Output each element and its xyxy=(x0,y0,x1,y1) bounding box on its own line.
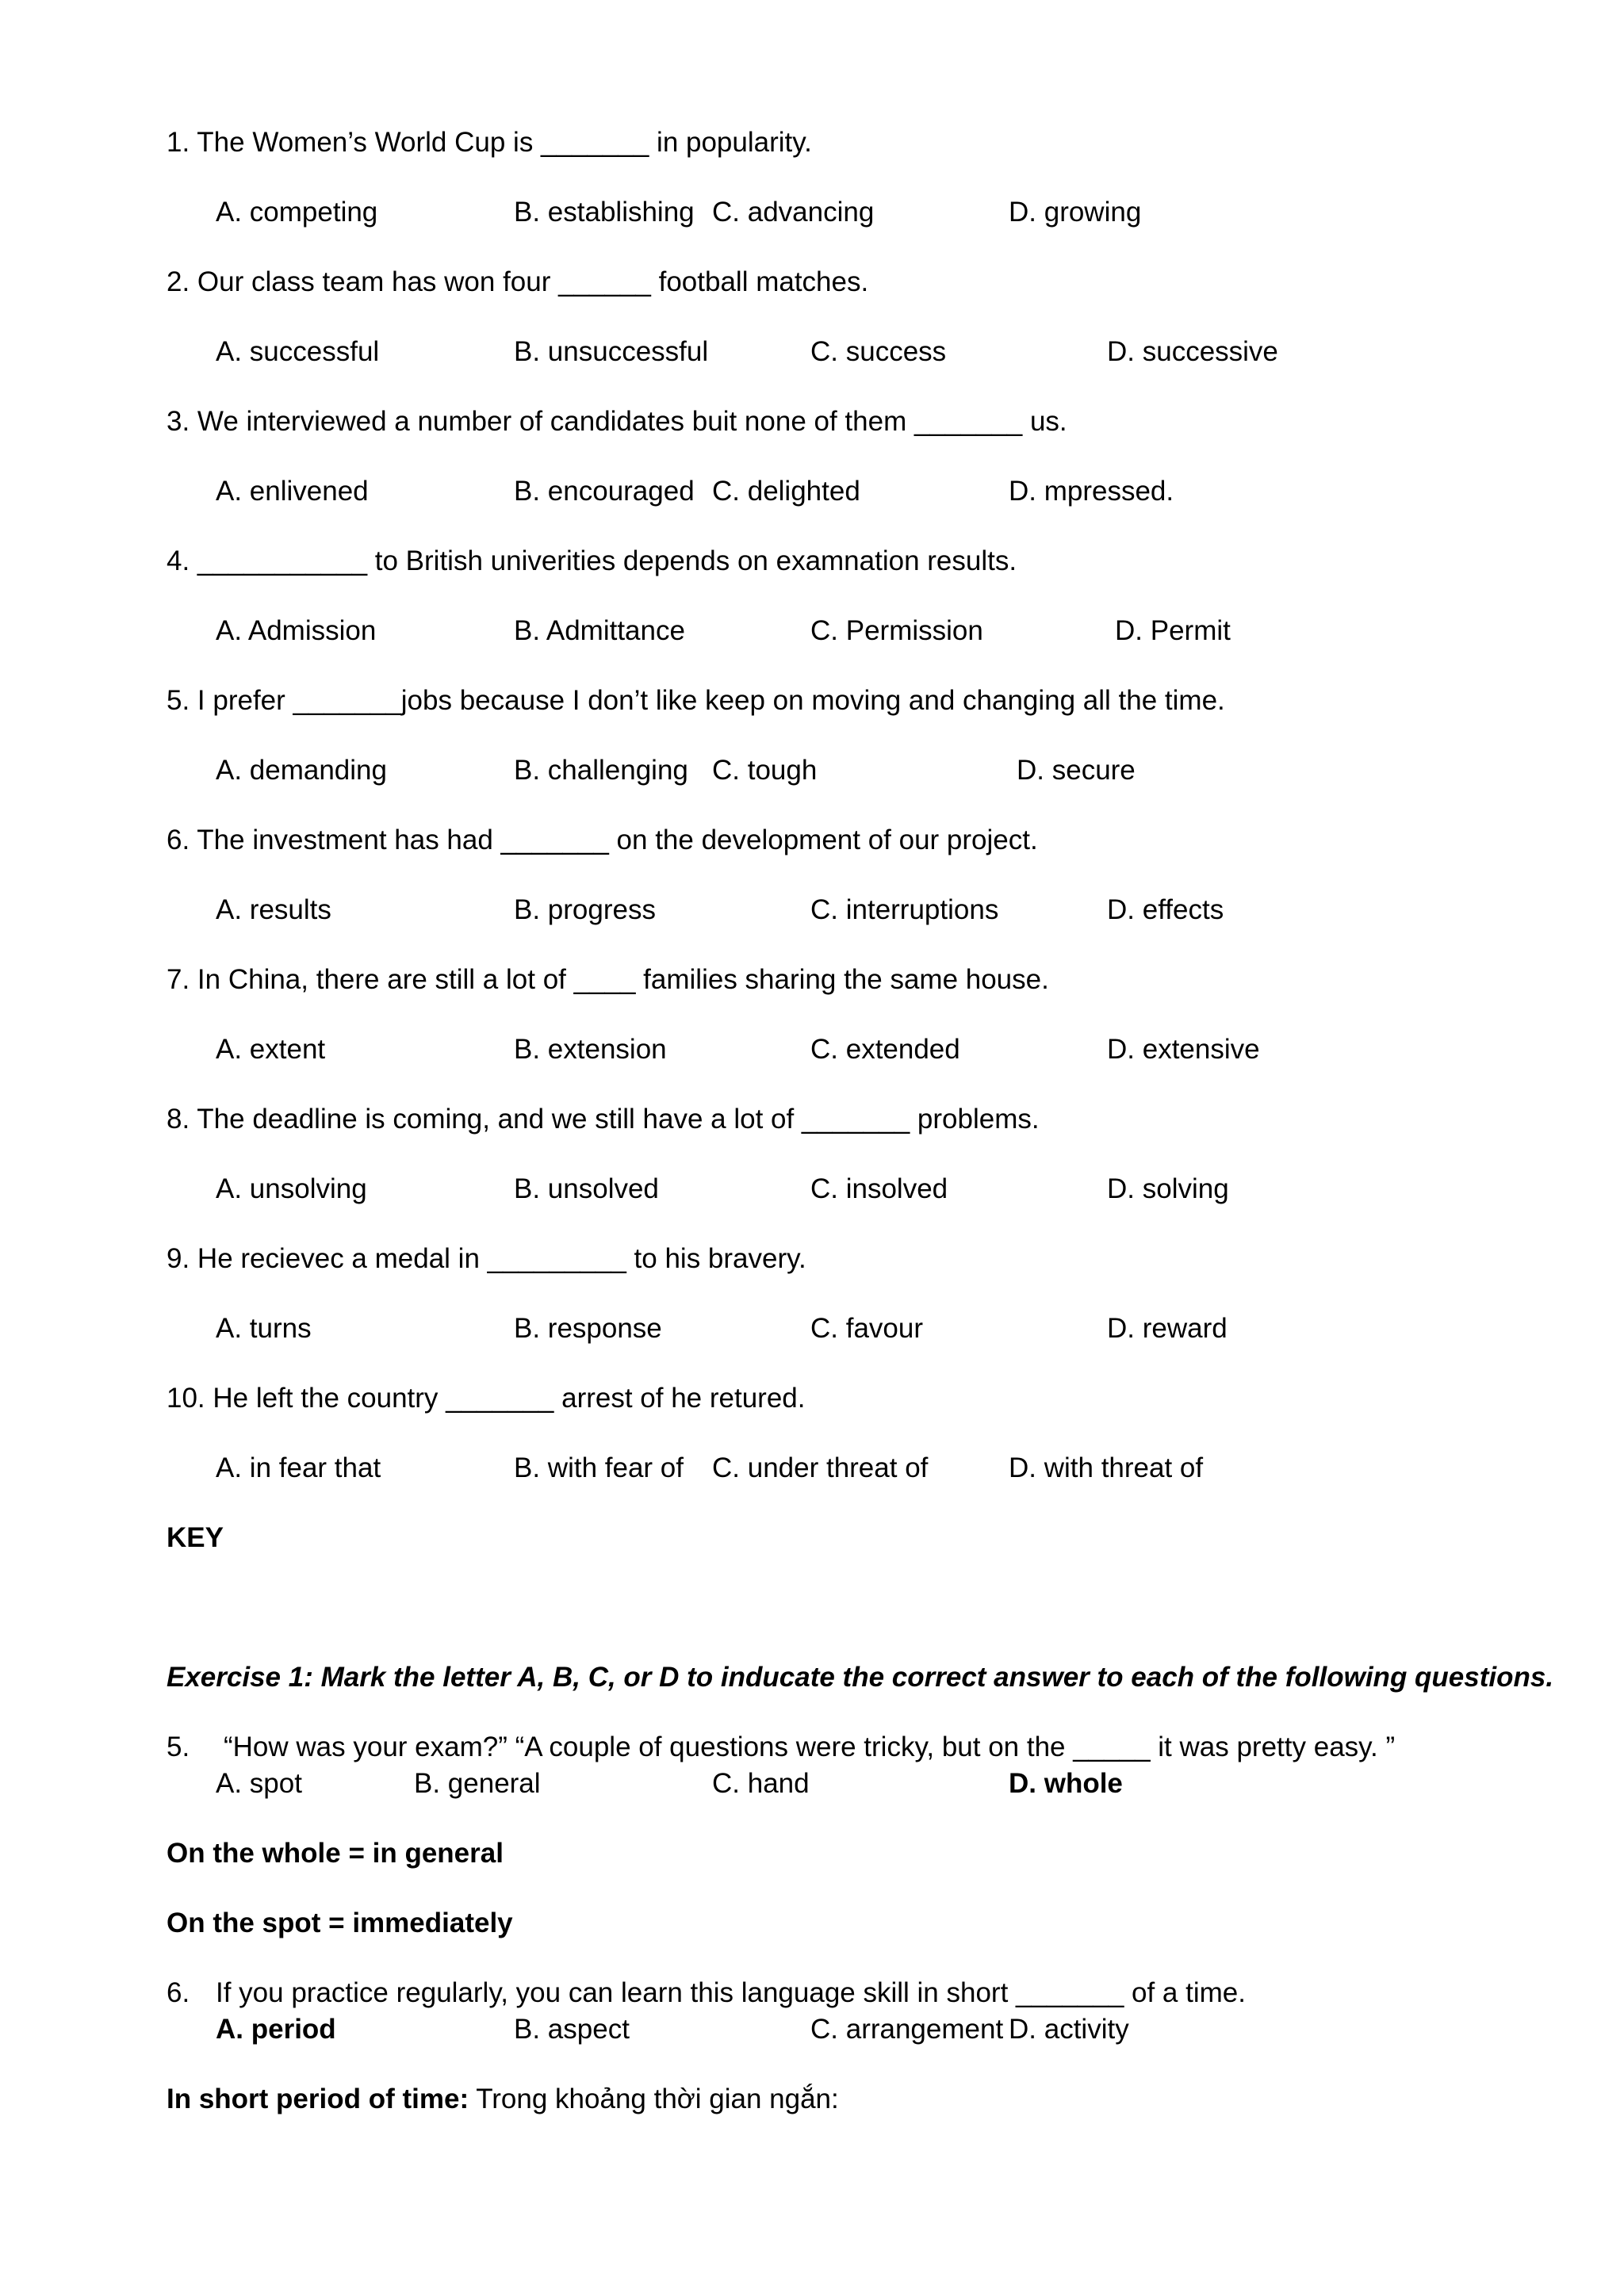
option-3d: D. mpressed. xyxy=(1009,476,1174,507)
option-1d: D. growing xyxy=(1009,197,1142,228)
exercise-q5-option-d: D. whole xyxy=(1009,1768,1123,1799)
exercise-q5-option-b: B. general xyxy=(414,1768,541,1799)
option-9c: C. favour xyxy=(810,1313,923,1344)
option-3b: B. encouraged xyxy=(514,476,695,507)
note-on-the-spot: On the spot = immediately xyxy=(167,1908,513,1938)
option-3c: C. delighted xyxy=(712,476,860,507)
option-10c: C. under threat of xyxy=(712,1452,929,1483)
option-8b: B. unsolved xyxy=(514,1173,659,1204)
option-6b: B. progress xyxy=(514,894,656,925)
option-1b: B. establishing xyxy=(514,197,695,228)
option-10d: D. with threat of xyxy=(1009,1452,1204,1483)
option-4a: A. Admission xyxy=(216,615,377,646)
note-short-period xyxy=(167,2082,839,2117)
exercise-q6-text: If you practice regularly, you can learn this language skill in short _______ of a time. xyxy=(216,1977,1246,2008)
option-2d: D. successive xyxy=(1107,336,1278,367)
exercise-q6-option-a: A. period xyxy=(216,2014,336,2045)
option-2b: B. unsuccessful xyxy=(514,336,709,367)
exercise-q5-option-c: C. hand xyxy=(712,1768,810,1799)
exercise-q5-option-a: A. spot xyxy=(216,1768,302,1799)
option-8a: A. unsolving xyxy=(216,1173,367,1204)
option-5c: C. tough xyxy=(712,755,818,786)
option-10a: A. in fear that xyxy=(216,1452,381,1483)
exercise-heading: Exercise 1: Mark the letter A, B, C, or D to inducate the correct answer to each of the following questions. xyxy=(167,1662,1554,1693)
option-10b: B. with fear of xyxy=(514,1452,684,1483)
question-5: 5. I prefer _______jobs because I don’t like keep on moving and changing all the time. xyxy=(167,685,1225,716)
note-short-period-meaning: Trong khoảng thời gian ngắn: xyxy=(469,2084,839,2114)
question-7: 7. In China, there are still a lot of ____ families sharing the same house. xyxy=(167,964,1049,995)
option-5b: B. challenging xyxy=(514,755,688,786)
option-5d: D. secure xyxy=(1017,755,1136,786)
question-4: 4. ___________ to British univerities depends on examnation results. xyxy=(167,545,1017,576)
option-8d: D. solving xyxy=(1107,1173,1229,1204)
exercise-q6-option-b: B. aspect xyxy=(514,2014,630,2045)
option-1c: C. advancing xyxy=(712,197,875,228)
option-7d: D. extensive xyxy=(1107,1034,1260,1065)
option-7b: B. extension xyxy=(514,1034,667,1065)
question-6: 6. The investment has had _______ on the development of our project. xyxy=(167,825,1038,855)
question-3: 3. We interviewed a number of candidates buit none of them _______ us. xyxy=(167,406,1067,437)
exercise-q6-option-d: D. activity xyxy=(1009,2014,1129,2045)
question-10: 10. He left the country _______ arrest of he retured. xyxy=(167,1383,806,1414)
option-2c: C. success xyxy=(810,336,947,367)
exercise-q6-option-c: C. arrangement xyxy=(810,2014,1004,2045)
option-6d: D. effects xyxy=(1107,894,1224,925)
question-9: 9. He recievec a medal in _________ to his bravery. xyxy=(167,1243,806,1274)
question-2: 2. Our class team has won four ______ football matches. xyxy=(167,266,869,297)
key-label: KEY xyxy=(167,1522,224,1553)
option-4d: D. Permit xyxy=(1115,615,1231,646)
option-6a: A. results xyxy=(216,894,331,925)
exercise-q6-number: 6. xyxy=(167,1977,190,2008)
exercise-q5-text: “How was your exam?” “A couple of questions were tricky, but on the _____ it was pretty easy. ” xyxy=(224,1732,1396,1762)
option-9b: B. response xyxy=(514,1313,662,1344)
note-on-the-whole: On the whole = in general xyxy=(167,1838,504,1869)
option-4c: C. Permission xyxy=(810,615,983,646)
option-7a: A. extent xyxy=(216,1034,326,1065)
question-8: 8. The deadline is coming, and we still have a lot of _______ problems. xyxy=(167,1104,1040,1135)
option-8c: C. insolved xyxy=(810,1173,948,1204)
note-short-period-term: In short period of time: xyxy=(167,2084,469,2114)
option-9a: A. turns xyxy=(216,1313,312,1344)
option-4b: B. Admittance xyxy=(514,615,685,646)
option-6c: C. interruptions xyxy=(810,894,999,925)
option-7c: C. extended xyxy=(810,1034,960,1065)
option-5a: A. demanding xyxy=(216,755,387,786)
option-2a: A. successful xyxy=(216,336,380,367)
option-1a: A. competing xyxy=(216,197,378,228)
question-1: 1. The Women’s World Cup is _______ in popularity. xyxy=(167,127,812,158)
option-3a: A. enlivened xyxy=(216,476,369,507)
exercise-q5-number: 5. xyxy=(167,1732,190,1762)
option-9d: D. reward xyxy=(1107,1313,1228,1344)
